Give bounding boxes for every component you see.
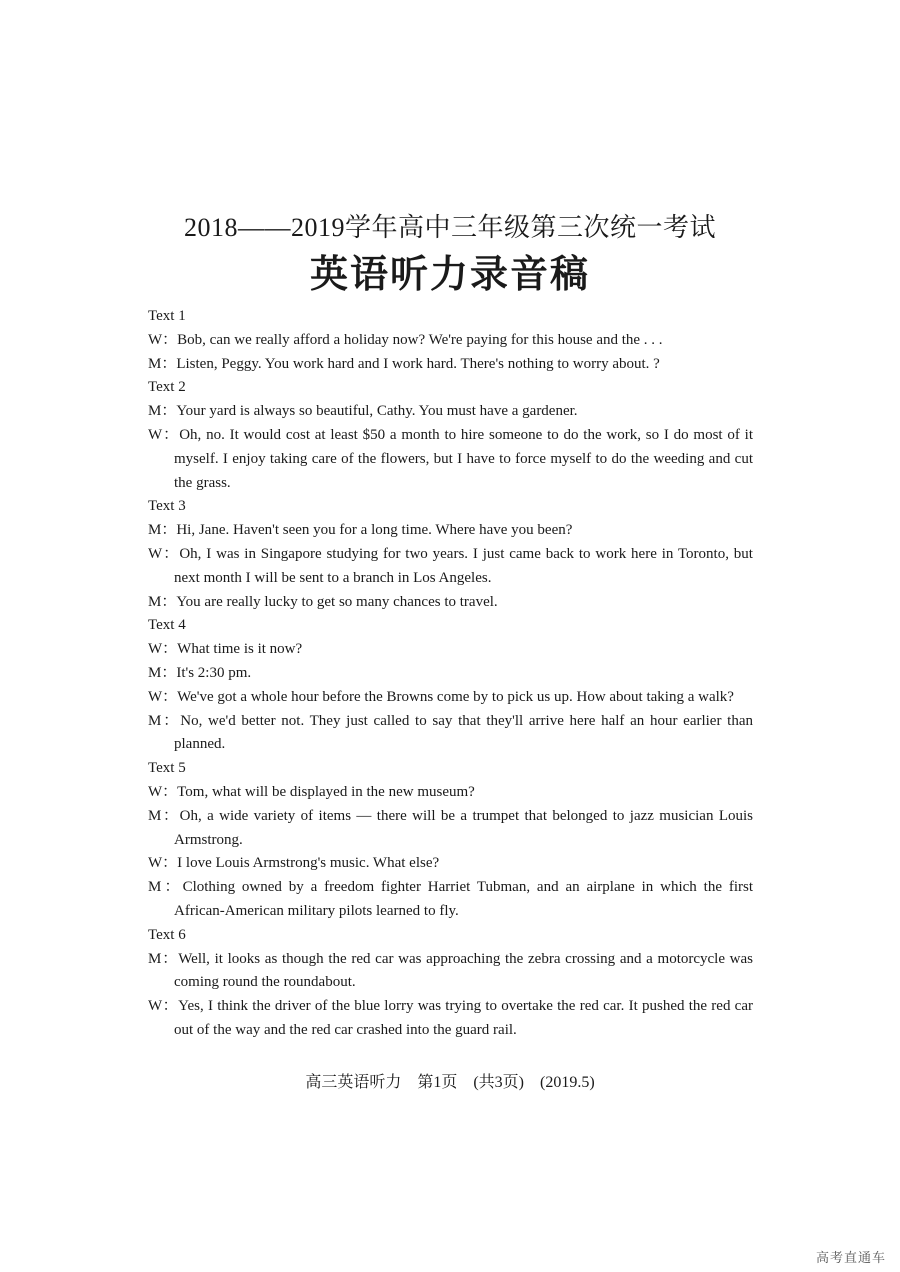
dialogue-text: Clothing owned by a freedom fighter Harriet Tubman, and an airplane in which the first African-American military pilots learned to fly.: [174, 879, 753, 919]
speaker-label: W：: [148, 783, 178, 800]
dialogue-line: [148, 995, 753, 1043]
dialogue-line: [148, 424, 753, 495]
dialogue-line: [148, 543, 753, 591]
speaker-label: M：: [148, 950, 179, 967]
speaker-label: W：: [148, 331, 178, 348]
dialogue-text: Oh, no. It would cost at least $50 a month to hire someone to do the work, so I do most of it myself. I enjoy taking care of the flowers, but I have to force myself to do the weeding and cut the grass.: [174, 426, 753, 491]
speaker-label: W：: [148, 688, 178, 705]
speaker-label: M：: [148, 712, 181, 729]
speaker-label: M：: [148, 522, 177, 539]
dialogue-line: [148, 876, 753, 924]
dialogue-line: [148, 400, 753, 424]
dialogue-line: [148, 948, 753, 996]
speaker-label: M：: [148, 879, 183, 896]
speaker-label: W：: [148, 998, 179, 1015]
dialogue-text: I love Louis Armstrong's music. What else?: [177, 855, 440, 872]
exam-title: 2018——2019学年高中三年级第三次统一考试: [183, 213, 716, 242]
dialogue-line: [148, 638, 753, 662]
dialogue-text: No, we'd better not. They just called to say that they'll arrive here half an hour earlier than planned.: [174, 712, 753, 753]
speaker-label: M：: [148, 664, 177, 681]
speaker-label: M：: [148, 593, 177, 610]
document-title: 英语听力录音稿: [309, 254, 590, 296]
dialogue-line: [148, 686, 753, 710]
speaker-label: M：: [148, 807, 180, 824]
section-label-text-4: Text 4: [148, 617, 186, 634]
transcript-body: [148, 305, 753, 1043]
section-label-text-1: Text 1: [148, 308, 186, 324]
section-label-text-3: Text 3: [148, 498, 186, 515]
section-label-text-2: Text 2: [148, 379, 186, 396]
dialogue-line: [148, 852, 753, 876]
dialogue-line: [148, 519, 753, 543]
page-footer: 高三英语听力 第1页 (共3页) (2019.5): [305, 1074, 595, 1091]
speaker-label: W：: [148, 426, 180, 443]
dialogue-line: [148, 662, 753, 686]
dialogue-text: Well, it looks as though the red car was approaching the zebra crossing and a motorcycle was coming round the roundabout.: [174, 950, 754, 991]
dialogue-text: You are really lucky to get so many chances to travel.: [176, 593, 498, 610]
dialogue-line: [148, 353, 753, 377]
dialogue-line: [148, 591, 753, 615]
dialogue-line: [148, 781, 753, 805]
dialogue-text: What time is it now?: [177, 641, 303, 658]
dialogue-line: [148, 329, 753, 353]
speaker-label: W：: [148, 855, 178, 872]
dialogue-text: It's 2:30 pm.: [176, 664, 252, 681]
watermark-text: 高考直通车: [815, 1251, 886, 1266]
dialogue-text: Hi, Jane. Haven't seen you for a long time. Where have you been?: [176, 522, 573, 539]
speaker-label: M：: [148, 355, 177, 372]
speaker-label: M：: [148, 403, 177, 420]
speaker-label: W：: [148, 641, 178, 658]
dialogue-text: Listen, Peggy. You work hard and I work hard. There's nothing to worry about. ?: [176, 355, 660, 372]
section-label-text-6: Text 6: [148, 926, 186, 943]
section-label-text-5: Text 5: [148, 760, 186, 777]
speaker-label: W：: [148, 545, 180, 562]
dialogue-line: [148, 805, 753, 853]
dialogue-text: Your yard is always so beautiful, Cathy. You must have a gardener.: [176, 403, 578, 420]
dialogue-text: Tom, what will be displayed in the new museum?: [177, 783, 475, 800]
dialogue-text: Oh, I was in Singapore studying for two years. I just came back to work here in Toronto, but next month I will be sent to a branch in Los Angeles.: [174, 545, 753, 586]
dialogue-text: Yes, I think the driver of the blue lorry was trying to overtake the red car. It pushed the red car out of the way and the red car crashed into the guard rail.: [174, 998, 753, 1038]
dialogue-text: We've got a whole hour before the Browns come by to pick us up. How about taking a walk?: [177, 688, 734, 705]
dialogue-text: Bob, can we really afford a holiday now? We're paying for this house and the . . .: [177, 331, 663, 348]
dialogue-text: Oh, a wide variety of items — there will be a trumpet that belonged to jazz musician Louis Armstrong.: [174, 807, 753, 848]
dialogue-line: [148, 710, 753, 758]
